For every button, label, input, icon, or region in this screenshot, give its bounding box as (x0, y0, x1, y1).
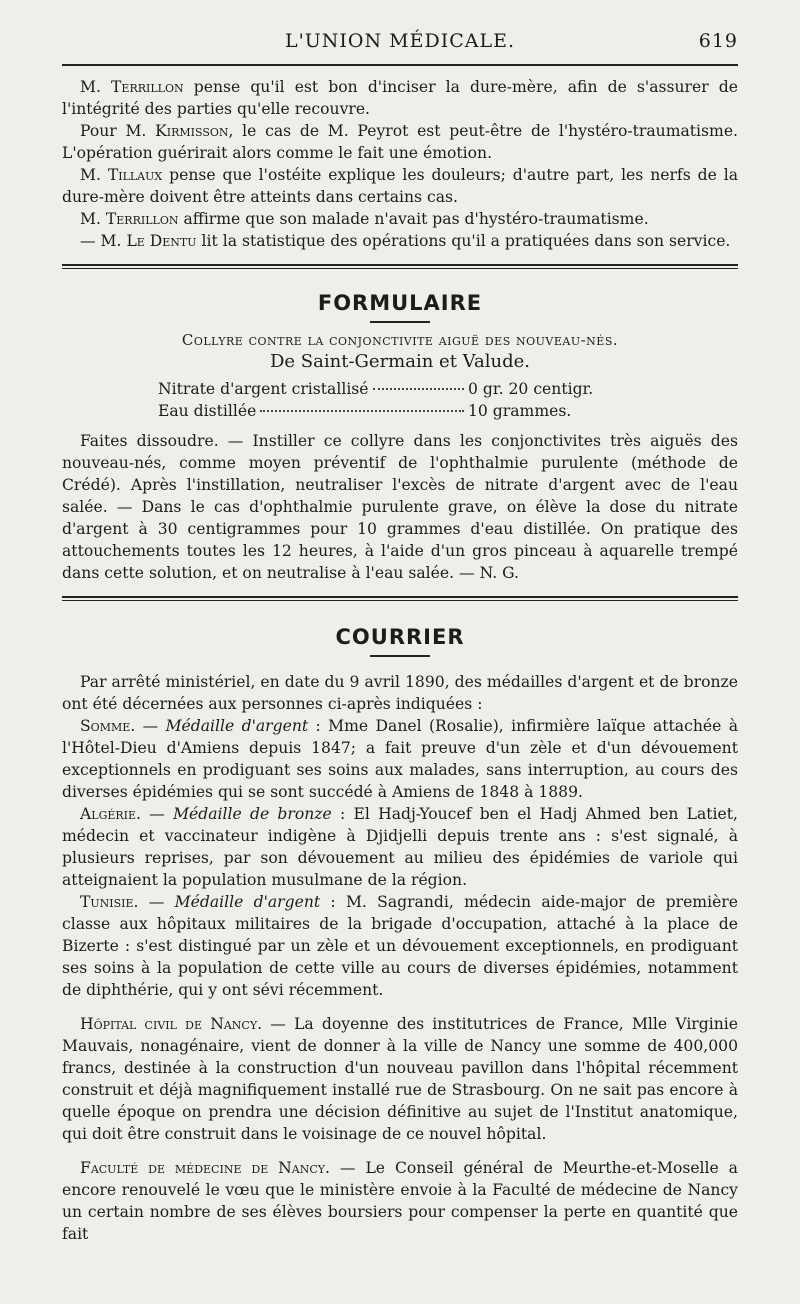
discussion-paragraph: M. Terrillon pense qu'il est bon d'inciser la dure-mère, afin de s'assurer de l'intégrité des parties qu'elle recouvre. (62, 78, 738, 118)
courrier-heading: COURRIER (335, 625, 465, 649)
entry-medal: Médaille d'argent (165, 717, 309, 735)
heading-underline (370, 321, 430, 323)
ingredient-name: Eau distillée (158, 402, 257, 420)
speaker-name: M. Tillaux (80, 166, 163, 184)
journal-title: L'UNION MÉDICALE. (284, 30, 516, 52)
formulaire-section (62, 291, 738, 584)
courrier-section (62, 625, 738, 1245)
discussion-paragraph: M. Tillaux pense que l'ostéite explique les douleurs; d'autre part, les nerfs de la dure-mère doivent être atteints dans certains cas. (62, 166, 738, 206)
medal-entry: Tunisie. — Médaille d'argent : M. Sagrandi, médecin aide-major de première classe aux hôpitaux militaires de la brigade d'occupation, attaché à la place de Bizerte : s'est distingué par un zèle et un dévouement exceptionnels, en prodiguant ses soins à la population de cette ville au cours de diverses épidémies, notamment de diphthérie, qui y ont sévi récemment. (62, 893, 738, 999)
ingredient-row (158, 400, 618, 422)
entry-medal: Médaille d'argent (174, 893, 321, 911)
news-notice: Faculté de médecine de Nancy. — Le Conseil général de Meurthe-et-Moselle a encore renouvelé le vœu que le ministère envoie à la Faculté de médecine de Nancy un certain nombre de ses élèves boursiers pour compenser la perte en quantité que fait (62, 1159, 738, 1243)
leader-dots (260, 410, 464, 412)
discussion-section (62, 76, 738, 252)
speaker-name: M. Kirmisson (125, 122, 229, 140)
entry-place: Tunisie. (80, 893, 139, 911)
news-notice: Hôpital civil de Nancy. — La doyenne des institutrices de France, Mlle Virginie Mauvais, nonagénaire, vient de donner à la ville de Nancy une somme de 400,000 francs, destinée à la construction d'un nouveau pavillon dans l'hôpital récemment construit et déjà magnifiquement installé rue de Strasbourg. On ne sait pas encore à quelle époque on prendra une décision définitive au sujet de l'Institut anatomique, qui doit être construit dans le voisinage de ce nouvel hôpital. (62, 1015, 738, 1143)
running-header (62, 30, 738, 56)
ingredient-quantity: 0 gr. 20 centigr. (468, 380, 594, 398)
recipe-title: Collyre contre la conjonctivite aiguë des nouveau-nés. (181, 331, 619, 349)
header-rule (62, 64, 738, 66)
discussion-paragraph: Pour M. Kirmisson, le cas de M. Peyrot est peut-être de l'hystéro-traumatisme. L'opération guérirait alors comme le fait une émotion. (62, 122, 738, 162)
formulaire-text: Faites dissoudre. — Instiller ce collyre dans les conjonctivites très aiguës des nouveau-nés, comme moyen préventif de l'ophthalmie purulente (méthode de Crédé). Après l'instillation, neutraliser l'excès de nitrate d'argent avec de l'eau salée. — Dans le cas d'ophthalmie purulente grave, on élève la dose du nitrate d'argent à 30 centigrammes pour 10 grammes d'eau distillée. On pratique des attouchements toutes les 12 heures, à l'aide d'un gros pinceau à aquarelle trempé dans cette solution, et on neutralise à l'eau salée. — N. G. (62, 432, 738, 582)
ingredient-row (158, 378, 618, 400)
courrier-intro: Par arrêté ministériel, en date du 9 avril 1890, des médailles d'argent et de bronze ont été décernées aux personnes ci-après indiquées : (62, 673, 738, 713)
entry-place: Algérie. (80, 805, 141, 823)
page-number: 619 (698, 30, 738, 52)
speaker-name: M. Terrillon (80, 210, 179, 228)
speaker-name: Le Dentu (126, 232, 197, 250)
heading-underline (370, 655, 430, 657)
medal-entry: Algérie. — Médaille de bronze : El Hadj-Youcef ben el Hadj Ahmed ben Latiet, médecin et vaccinateur indigène à Djidjelli depuis trente ans : s'est signalé, à plusieurs reprises, par son dévouement au milieu des épidémies de variole qui atteignaient la population musulmane de la région. (62, 805, 738, 889)
entry-place: Somme. (80, 717, 136, 735)
leader-dots (373, 388, 464, 390)
entry-medal: Médaille de bronze (173, 805, 332, 823)
notice-label: Hôpital civil de Nancy. (80, 1015, 263, 1033)
formulaire-heading: FORMULAIRE (317, 291, 483, 315)
ingredient-name: Nitrate d'argent cristallisé (158, 380, 369, 398)
ingredient-quantity: 10 grammes. (468, 402, 572, 420)
discussion-paragraph: — M. Le Dentu lit la statistique des opérations qu'il a pratiquées dans son service. (80, 232, 731, 250)
recipe-authors: De Saint-Germain et Valude. (270, 351, 530, 372)
medal-entry: Somme. — Médaille d'argent : Mme Danel (Rosalie), infirmière laïque attachée à l'Hôtel-Dieu d'Amiens depuis 1847; a fait preuve d'un zèle et d'un dévouement exceptionnels en prodiguant ses soins aux malades, sans interruption, au cours des diverses épidémies qui se sont succédé à Amiens de 1848 à 1889. (62, 717, 738, 801)
notice-label: Faculté de médecine de Nancy. (80, 1159, 331, 1177)
speaker-name: M. Terrillon (80, 78, 184, 96)
discussion-paragraph: M. Terrillon affirme que son malade n'avait pas d'hystéro-traumatisme. (80, 210, 649, 228)
